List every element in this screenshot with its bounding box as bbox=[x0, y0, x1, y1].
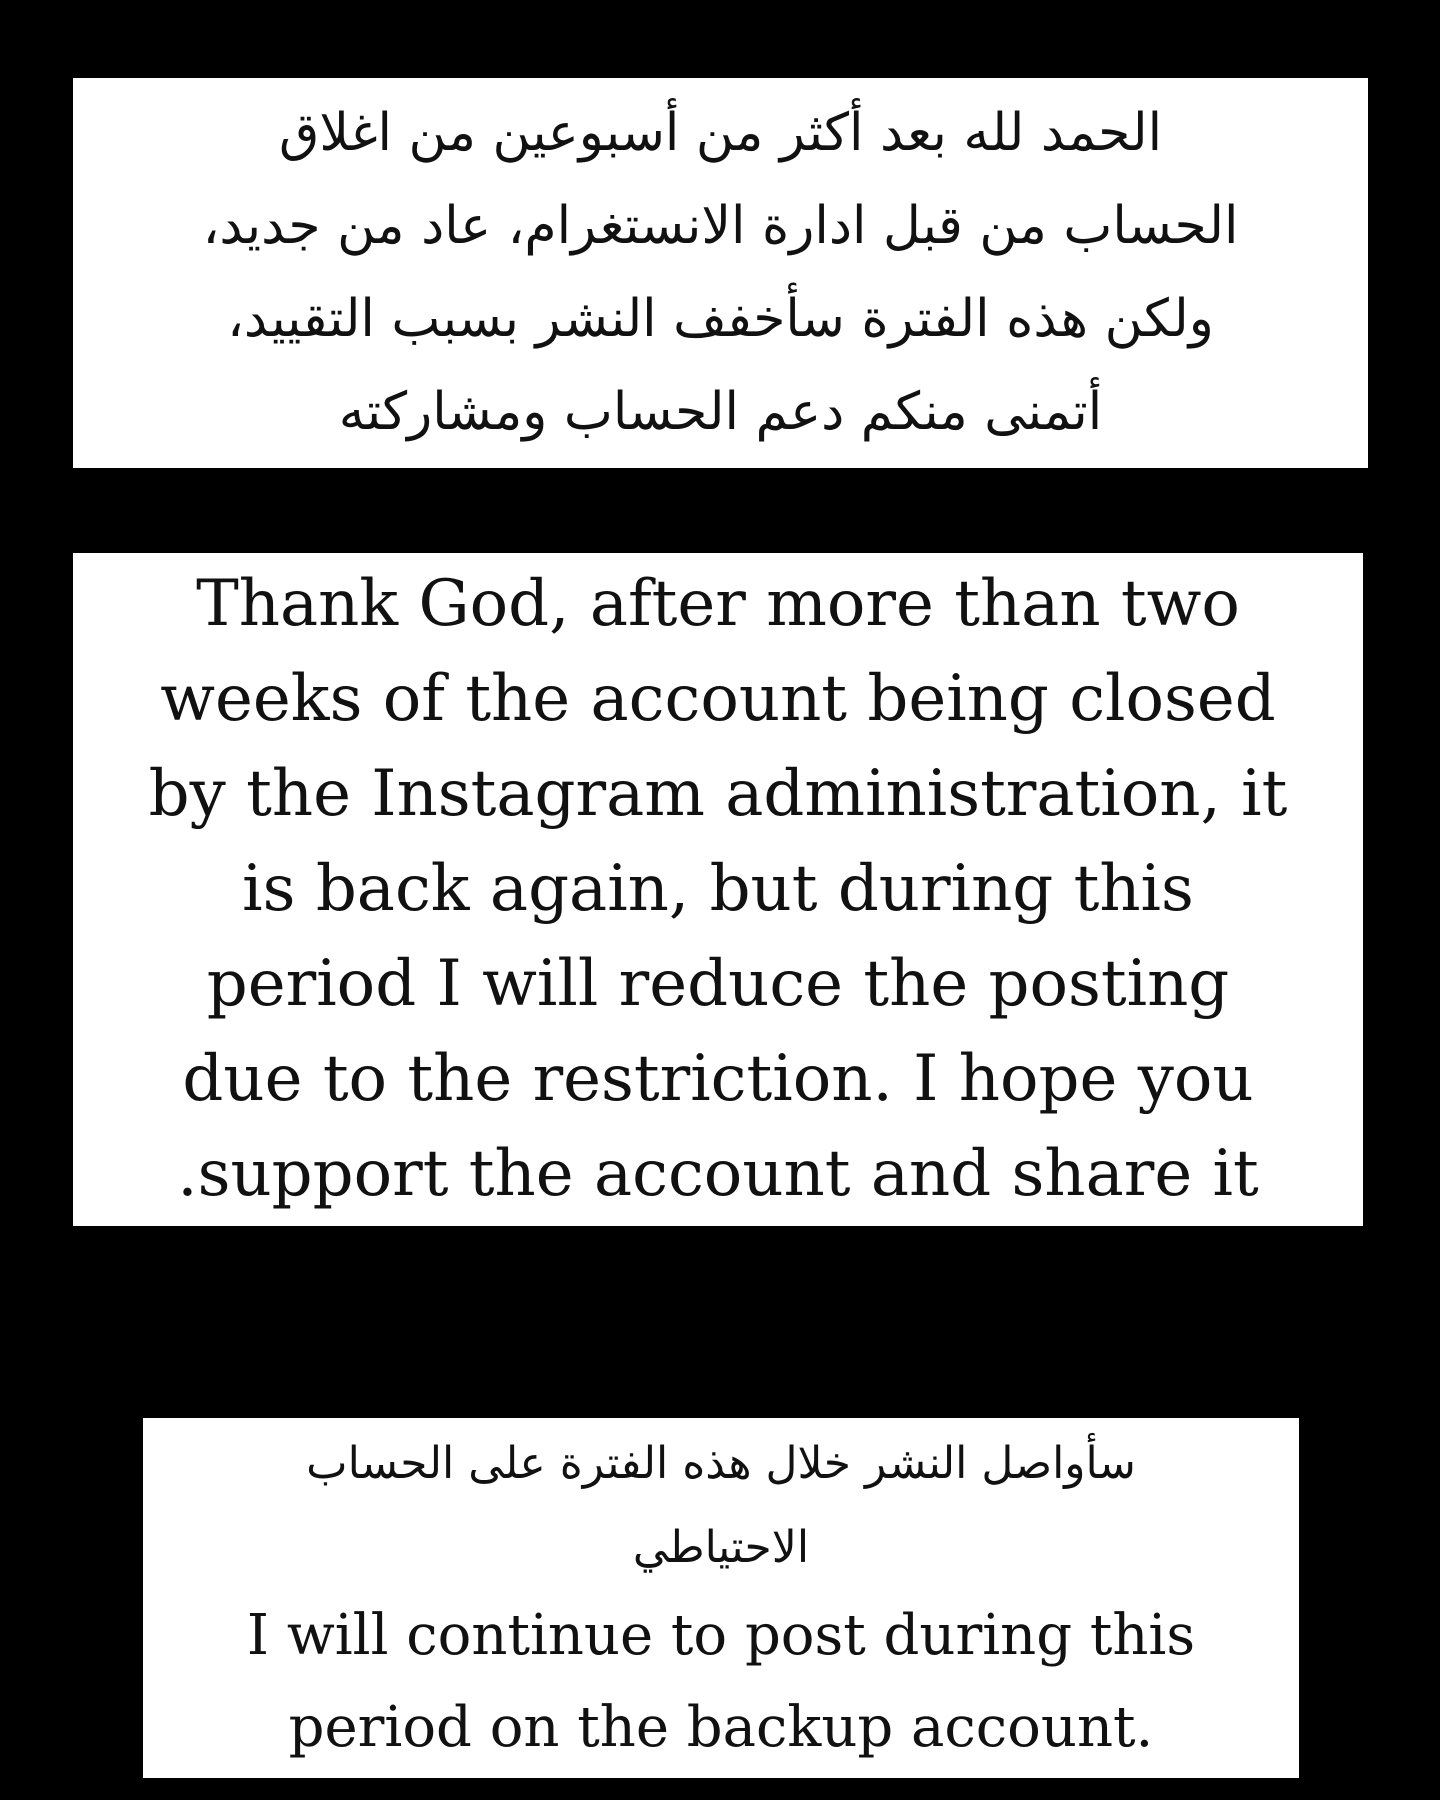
arabic-message-line: ولكن هذه الفترة سأخفف النشر بسبب التقييد، bbox=[227, 289, 1214, 349]
arabic-message-line: الحساب من قبل ادارة الانستغرام، عاد من جديد، bbox=[202, 196, 1239, 256]
backup-notice-english-line: period on the backup account. bbox=[288, 1695, 1154, 1760]
english-message-line: period I will reduce the posting bbox=[206, 947, 1230, 1021]
arabic-message-line: أتمنى منكم دعم الحساب ومشاركته bbox=[338, 382, 1103, 442]
arabic-message-box bbox=[73, 78, 1368, 468]
english-message-line: weeks of the account being closed bbox=[160, 662, 1276, 736]
english-message-line: is back again, but during this bbox=[242, 852, 1194, 926]
backup-notice-english-line: I will continue to post during this bbox=[246, 1603, 1196, 1668]
english-message-line: Thank God, after more than two bbox=[196, 567, 1240, 641]
backup-notice-arabic-line: الاحتياطي bbox=[632, 1522, 810, 1573]
arabic-message-line: الحمد لله بعد أكثر من أسبوعين من اغلاق bbox=[278, 103, 1163, 163]
backup-notice-arabic-line: سأواصل النشر خلال هذه الفترة على الحساب bbox=[306, 1438, 1136, 1489]
english-message-line: by the Instagram administration, it bbox=[148, 757, 1288, 831]
english-message-line: due to the restriction. I hope you bbox=[182, 1042, 1254, 1116]
english-message-box bbox=[73, 553, 1363, 1226]
english-message-line: .support the account and share it bbox=[177, 1137, 1259, 1211]
backup-notice-box bbox=[143, 1418, 1299, 1778]
